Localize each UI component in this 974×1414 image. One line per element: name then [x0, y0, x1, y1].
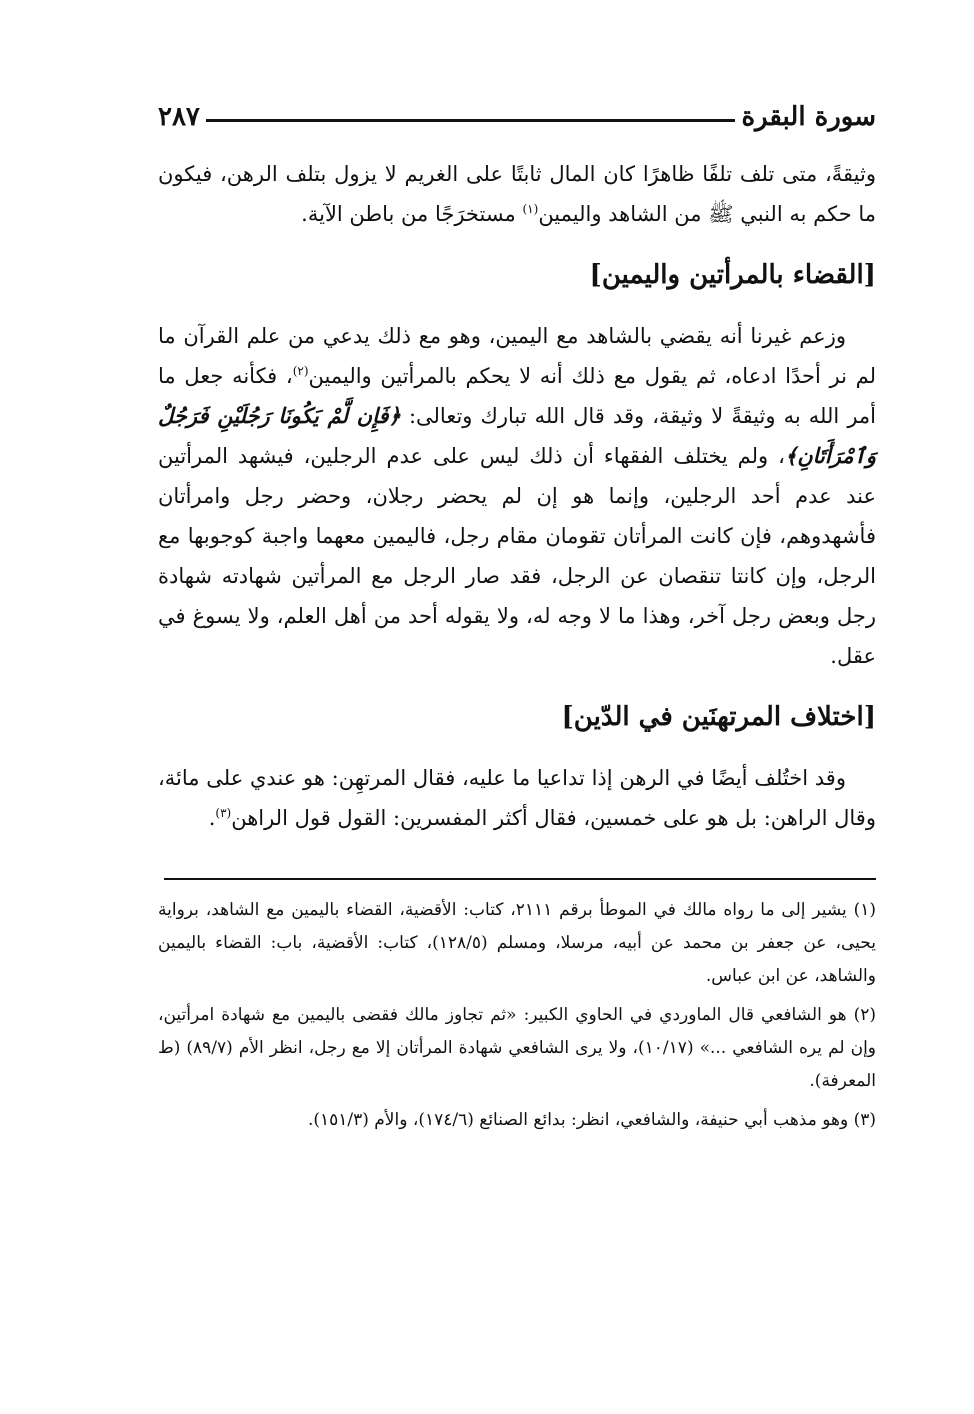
quran-quote: ﴿فَإِن لَّمْ يَكُونَا رَجُلَيْنِ فَرَجُلٌ وَٱمْرَأَتَانِ﴾	[158, 403, 876, 468]
running-header	[158, 96, 876, 132]
paragraph-text: ، فكأنه جعل ما أمر الله به وثيقةً لا وثيقة، وقد قال الله تبارك وتعالى:	[158, 364, 876, 428]
footnote-ref-3[interactable]: (٣)	[215, 806, 232, 820]
footnote-ref-2[interactable]: (٢)	[292, 364, 309, 378]
section-heading-women-witness: [القضاء بالمرأتين واليمين]	[589, 260, 876, 290]
footnote-3: (٣) وهو مذهب أبي حنيفة، والشافعي، انظر: بدائع الصنائع (١٧٤/٦)، والأم (١٥١/٣).	[307, 1110, 876, 1130]
paragraph-pledge-dispute	[158, 758, 876, 838]
paragraph-text: وقد اختُلف أيضًا في الرهن إذا تداعيا ما عليه، فقال المرتهِن: هو عندي على مائة، وقال الراهن: بل هو على خمسين، فقال أكثر المفسرين: القول قول الراهن	[158, 766, 876, 830]
footnotes	[158, 894, 876, 1137]
paragraph-text: ، ولم يختلف الفقهاء أن ذلك ليس على عدم الرجلين، فيشهد المرأتين عند عدم أحد الرجلين، وإنما هو إن لم يحضر رجلان، وحضر رجل وامرأتان فأشهدوهم، فإن كانت المرأتان تقومان مقام رجل، فاليمين معهما واجبة كوجوبها مع الرجل، وإن كانتا تنقصان عن الرجل، فقد صار الرجل مع المرأتين شهادته شهادة رجل وبعض رجل آخر، وهذا ما لا وجه له، ولا يقوله أحد من أهل العلم، ولا يسوغ في عقل.	[158, 444, 876, 668]
intro-text-end: مستخرَجًا من باطن الآية.	[301, 202, 523, 226]
surah-title: سورة البقرة	[741, 102, 876, 132]
footnote-ref-1[interactable]: (١)	[522, 202, 539, 216]
page-content	[158, 96, 876, 1143]
footnote-separator	[164, 878, 876, 880]
header-rule	[206, 119, 736, 122]
intro-text: وثيقةً، متى تلف تلفًا ظاهرًا كان المال ثابتًا على الغريم لا يزول بتلف الرهن، فيكون ما حكم به النبي ﷺ من الشاهد واليمين	[158, 162, 876, 226]
section-heading-pledge-dispute: [اختلاف المرتهنَين في الدّين]	[561, 702, 876, 732]
paragraph-text-end: .	[208, 806, 216, 830]
intro-paragraph	[158, 154, 876, 234]
paragraph-text: وزعم غيرنا أنه يقضي بالشاهد مع اليمين، وهو مع ذلك يدعي من علم القرآن ما لم نر أحدًا ادعاه، ثم يقول مع ذلك أنه لا يحكم بالمرأتين واليمين	[158, 324, 876, 388]
paragraph-women-witness	[158, 316, 876, 676]
footnote-1: (١) يشير إلى ما رواه مالك في الموطأ برقم ٢١١١، كتاب: الأقضية، القضاء باليمين مع الشاهد، برواية يحيى، عن جعفر بن محمد عن أبيه، مرسلا، ومسلم (١٢٨/٥)، كتاب: الأقضية، باب: القضاء باليمين والشاهد، عن ابن عباس.	[158, 900, 876, 986]
footnote-2: (٢) هو الشافعي قال الماوردي في الحاوي الكبير: «ثم تجاوز مالك فقضى باليمين مع شهادة امرأتين، وإن لم يره الشافعي ...» (١٠/١٧)، ولا يرى الشافعي شهادة المرأتان إلا مع رجل، انظر الأم (٨٩/٧) (ط المعرفة).	[158, 1005, 877, 1091]
page-number: ٢٨٧	[158, 102, 200, 132]
